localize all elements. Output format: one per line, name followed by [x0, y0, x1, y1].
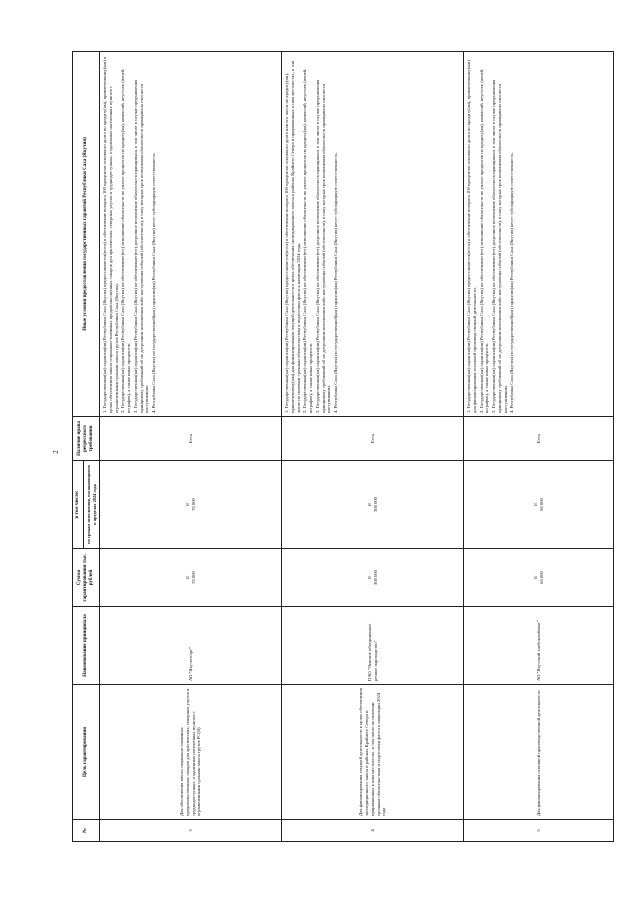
- condition-item: 1. Государственная(ые) гарантия(ии) Республики Саха (Якутия) предоставляется(ются) в обеспечение возврата 100 процентов основного долга по кредиту(ам), привлеченному(ым) для финансирования основной производственной деятельности.: [466, 60, 477, 413]
- regress-cell: Есть: [464, 417, 614, 461]
- amount-cell: [100, 549, 282, 607]
- header-purpose: Цель гарантирования: [73, 685, 100, 820]
- condition-item: 4. Республика Саха (Якутия) по государственной(ым) гарантии(ям) Республики Саха (Якутия) несет субсидиарную ответственность.: [509, 152, 515, 413]
- amount-value: 60 000: [538, 571, 544, 584]
- header-incl: в том числе:: [73, 461, 84, 549]
- amount-cell: [464, 549, 614, 607]
- condition-item: 4. Республика Саха (Якутия) по государственной(ым) гарантии(ям) Республики Саха (Якутия) несет субсидиарную ответственность.: [333, 152, 339, 413]
- condition-item: 2. Государственная(ые) гарантия(ии) Республики Саха (Якутия) не обеспечивает(ют) исполнение обязательств по уплате процентов по кредиту(ам), комиссий, неустоек (пеней, штрафов), а также иных процентов.: [478, 68, 490, 413]
- purpose-cell: Для финансирования текущей деятельности в целях обеспечения экспедиционного завоза в районах Крайнего Севера и приравненных к ним местностях, в том числе по полевым срочным обязательствам и подготовки флота к навигации 2024 года: [282, 685, 464, 820]
- header-num: №: [73, 820, 100, 842]
- guarantee-table-sheet: [72, 52, 607, 842]
- incl-cell: [282, 461, 464, 549]
- table-row: [282, 52, 464, 842]
- purpose-cell: Для финансирования основной производственной деятельности: [464, 685, 614, 820]
- incl-value: 60 000: [538, 498, 544, 511]
- condition-item: 4. Республика Саха (Якутия) по государственной(ым) гарантии(ям) Республики Саха (Якутия) несет субсидиарную ответственность.: [151, 152, 157, 413]
- condition-item: 2. Государственная(ые) гарантия(ии) Республики Саха (Якутия) не обеспечивает(ют) исполнение обязательств по уплате процентов по кредиту(ам), комиссий, неустоек (пеней, штрафов), а также иных процентов.: [120, 68, 132, 413]
- incl-value: 300 000: [372, 497, 378, 512]
- incl-value: 70 000: [190, 498, 196, 511]
- principal-cell: АО "Якутский хлебокомбинат": [464, 607, 614, 685]
- row-number: 3: [100, 820, 282, 842]
- table-header-row: [73, 52, 84, 842]
- principal-cell: ПАО "Ленское объединенное речное пароходство": [282, 607, 464, 685]
- header-incl-sub: по срокам исполнения, погашающимся в пределах 2024 года: [84, 461, 100, 549]
- guarantee-table: [72, 51, 614, 842]
- purpose-cell: Для обеспечения завоза социально-значимых продовольственных товаров для арктических, северных улусов и труднодоступных, отдаленных населенных пунктов с ограниченными сроками завоза грузов РС(Я): [100, 685, 282, 820]
- principal-cell: АО "Якутопторг": [100, 607, 282, 685]
- condition-item: 2. Государственная(ые) гарантия(ии) Республики Саха (Якутия) не обеспечивает(ют) исполнение обязательств по уплате процентов по кредиту(ам), комиссий, неустоек (пеней, штрафов), а также иных процентов.: [302, 68, 314, 413]
- table-row: [100, 52, 282, 842]
- amount-code: 10: [534, 575, 539, 580]
- incl-cell: [100, 461, 282, 549]
- incl-code: 10: [368, 502, 373, 507]
- amount-value: 70 000: [190, 571, 196, 584]
- header-conditions: Иные условия предоставления государственных гарантий Республики Саха (Якутия): [73, 52, 100, 417]
- table-row: [464, 52, 614, 842]
- regress-cell: Есть: [282, 417, 464, 461]
- conditions-cell: [100, 52, 282, 417]
- header-regress: Наличие права регрессного требования: [73, 417, 100, 461]
- incl-cell: [464, 461, 614, 549]
- condition-item: 3. Государственная(ые) гарантия(ии) Республики Саха (Якутия) не обеспечивает(ют) досрочное исполнение обязательств принципала, в том числе в случае предъявления принципалу требований об их досрочном исполнении либо наступления событий (обстоятельств), в силу которых срок исполнения обязательств принципала считается наступившим.: [491, 79, 508, 413]
- conditions-cell: [464, 52, 614, 417]
- header-principal: Наименование принципала: [73, 607, 100, 685]
- conditions-cell: [282, 52, 464, 417]
- condition-item: 1. Государственная(ые) гарантия(ии) Республики Саха (Якутия) предоставляется(ются) в обеспечение возврата 100 процентов основного долга или его части по кредиту(ам), привлеченному(ым) для финансирования текущей деятельности в целях обеспечения экспедиционного завоза в районах Крайнего Севера и приравненных к ним местностях, в том числе по полевым срочным обязательствам и подготовки флота к навигации 2024 года.: [284, 60, 301, 413]
- page-number: 2: [51, 450, 60, 454]
- row-number: 5: [464, 820, 614, 842]
- regress-cell: Есть: [100, 417, 282, 461]
- condition-item: 3. Государственная(ые) гарантия(ии) Республики Саха (Якутия) не обеспечивает(ют) досрочное исполнение обязательств принципала, в том числе в случае предъявления принципалу требований об их досрочном исполнении либо наступления событий (обстоятельств), в силу которых срок исполнения обязательств принципала считается наступившим.: [132, 79, 150, 413]
- row-number: 4: [282, 820, 464, 842]
- amount-code: 10: [368, 575, 373, 580]
- incl-code: 10: [534, 502, 539, 507]
- amount-code: 10: [186, 575, 191, 580]
- condition-item: 3. Государственная(ые) гарантия(ии) Республики Саха (Якутия) не обеспечивает(ют) досрочное исполнение обязательств принципала, в том числе в случае предъявления принципалу требований об их досрочном исполнении либо наступления событий (обстоятельств), в силу которых срок исполнения обязательств принципала считается наступившим.: [314, 79, 332, 413]
- incl-code: 10: [186, 502, 191, 507]
- condition-item: 1. Государственная(ые) гарантия(ии) Республики Саха (Якутия) предоставляется(ются) в обеспечение возврата 100 процентов основного долга по кредиту(ам), привлеченному(ым) в целях обеспечения завоза социально-значимых продовольственных товаров для арктических, северных улусов и труднодоступных, отдаленных населенных пунктов с ограниченными сроками завоза грузов Республики Саха (Якутия).: [102, 56, 119, 413]
- amount-cell: [282, 549, 464, 607]
- amount-value: 300 000: [372, 570, 378, 585]
- header-amount: Сумма гарантирования тыс. рублей: [73, 549, 100, 607]
